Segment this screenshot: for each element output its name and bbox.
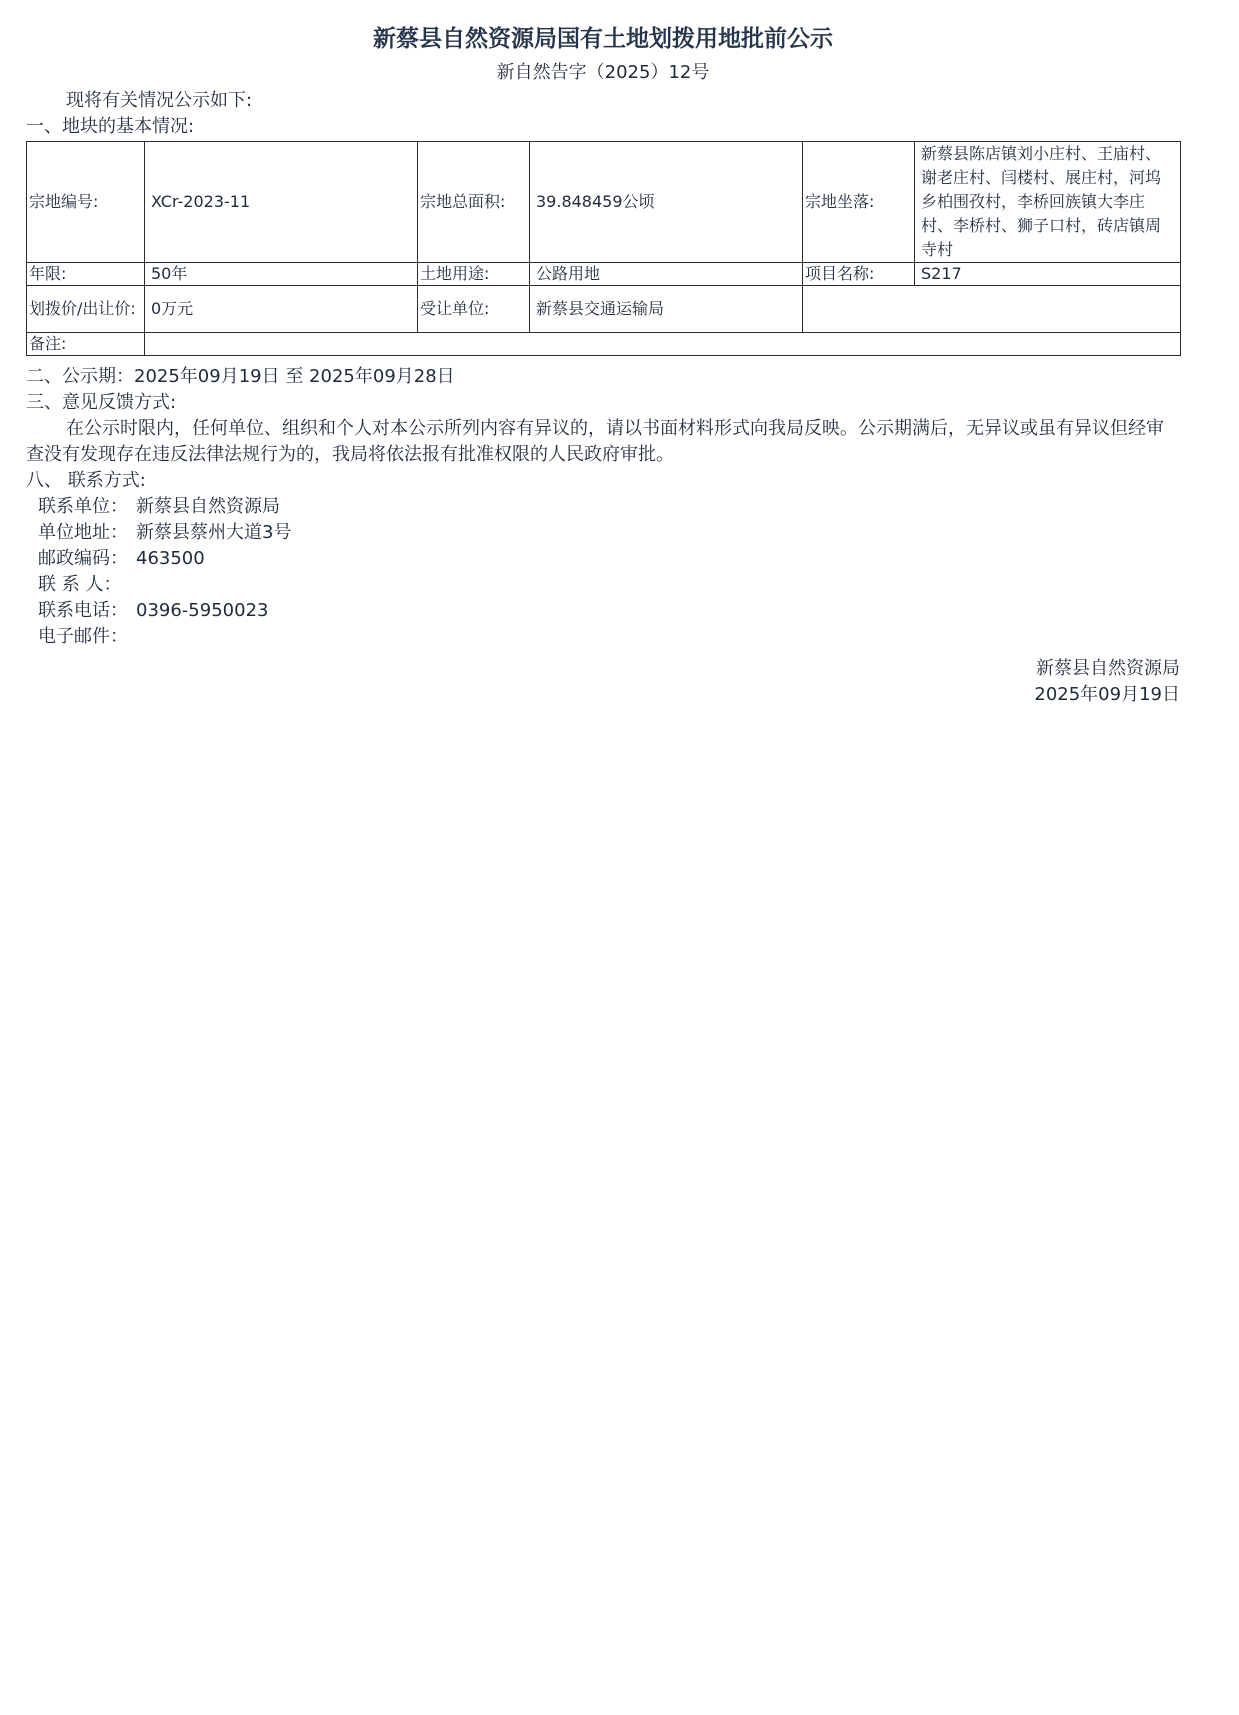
price-value: 0万元 (145, 286, 418, 333)
remarks-label: 备注: (27, 333, 145, 356)
project-name-value: S217 (915, 263, 1181, 286)
table-row (27, 263, 1181, 286)
term-value: 50年 (145, 263, 418, 286)
section-3-text: 在公示时限内，任何单位、组织和个人对本公示所列内容有异议的，请以书面材料形式向我局反映。公示期满后，无异议或虽有异议但经审查没有发现存在违反法律法规行为的，我局将依法报有批准权限的人民政府审批。 (26, 418, 1164, 465)
total-area-label: 宗地总面积: (418, 142, 530, 263)
contact-unit-label: 联系单位： (38, 496, 128, 517)
contact-unit (26, 494, 1180, 520)
section-1-heading: 一、地块的基本情况: (26, 116, 195, 137)
section-2-notice-period: 二、公示期：2025年09月19日 至 2025年09月28日 (26, 366, 455, 387)
contact-postcode-label: 邮政编码： (38, 548, 128, 569)
contact-email (26, 624, 1180, 650)
signature-date: 2025年09月19日 (1034, 684, 1180, 705)
signature-org: 新蔡县自然资源局 (1036, 658, 1180, 679)
contact-phone (26, 598, 1180, 624)
contact-address-value: 新蔡县蔡州大道3号 (136, 522, 292, 543)
contact-phone-value: 0396-5950023 (136, 600, 269, 621)
contact-postcode-value: 463500 (136, 548, 205, 569)
table-row (27, 333, 1181, 356)
contact-phone-label: 联系电话： (38, 600, 128, 621)
section-3-heading: 三、意见反馈方式: (26, 392, 177, 413)
contact-email-label: 电子邮件： (38, 626, 128, 647)
land-use-value: 公路用地 (530, 263, 803, 286)
contact-address-label: 单位地址： (38, 522, 128, 543)
contact-postcode (26, 546, 1180, 572)
table-row (27, 142, 1181, 263)
price-label: 划拨价/出让价: (27, 286, 145, 333)
contact-person (26, 572, 1180, 598)
table-row (27, 286, 1181, 333)
contact-unit-value: 新蔡县自然资源局 (136, 496, 280, 517)
document-number: 新自然告字（2025）12号 (496, 62, 710, 83)
parcel-id-value: XCr-2023-11 (145, 142, 418, 263)
location-label: 宗地坐落: (803, 142, 915, 263)
remarks-value (145, 333, 1181, 356)
total-area-value: 39.848459公顷 (530, 142, 803, 263)
intro-text: 现将有关情况公示如下: (66, 90, 253, 111)
empty-cell (803, 286, 1181, 333)
land-use-label: 土地用途: (418, 263, 530, 286)
parcel-id-label: 宗地编号: (27, 142, 145, 263)
section-8-heading: 八、 联系方式: (26, 470, 146, 491)
page-title: 新蔡县自然资源局国有土地划拨用地批前公示 (373, 26, 833, 52)
land-info-table (26, 141, 1181, 356)
location-value: 新蔡县陈店镇刘小庄村、王庙村、谢老庄村、闫楼村、展庄村，河坞乡柏围孜村，李桥回族镇大李庄村、李桥村、狮子口村，砖店镇周寺村 (921, 144, 1162, 259)
notice-document (26, 20, 1180, 708)
contact-person-label: 联 系 人： (38, 574, 122, 595)
project-name-label: 项目名称: (803, 263, 915, 286)
location-cell (915, 142, 1181, 263)
transferee-value: 新蔡县交通运输局 (530, 286, 803, 333)
term-label: 年限: (27, 263, 145, 286)
transferee-label: 受让单位: (418, 286, 530, 333)
contact-address (26, 520, 1180, 546)
